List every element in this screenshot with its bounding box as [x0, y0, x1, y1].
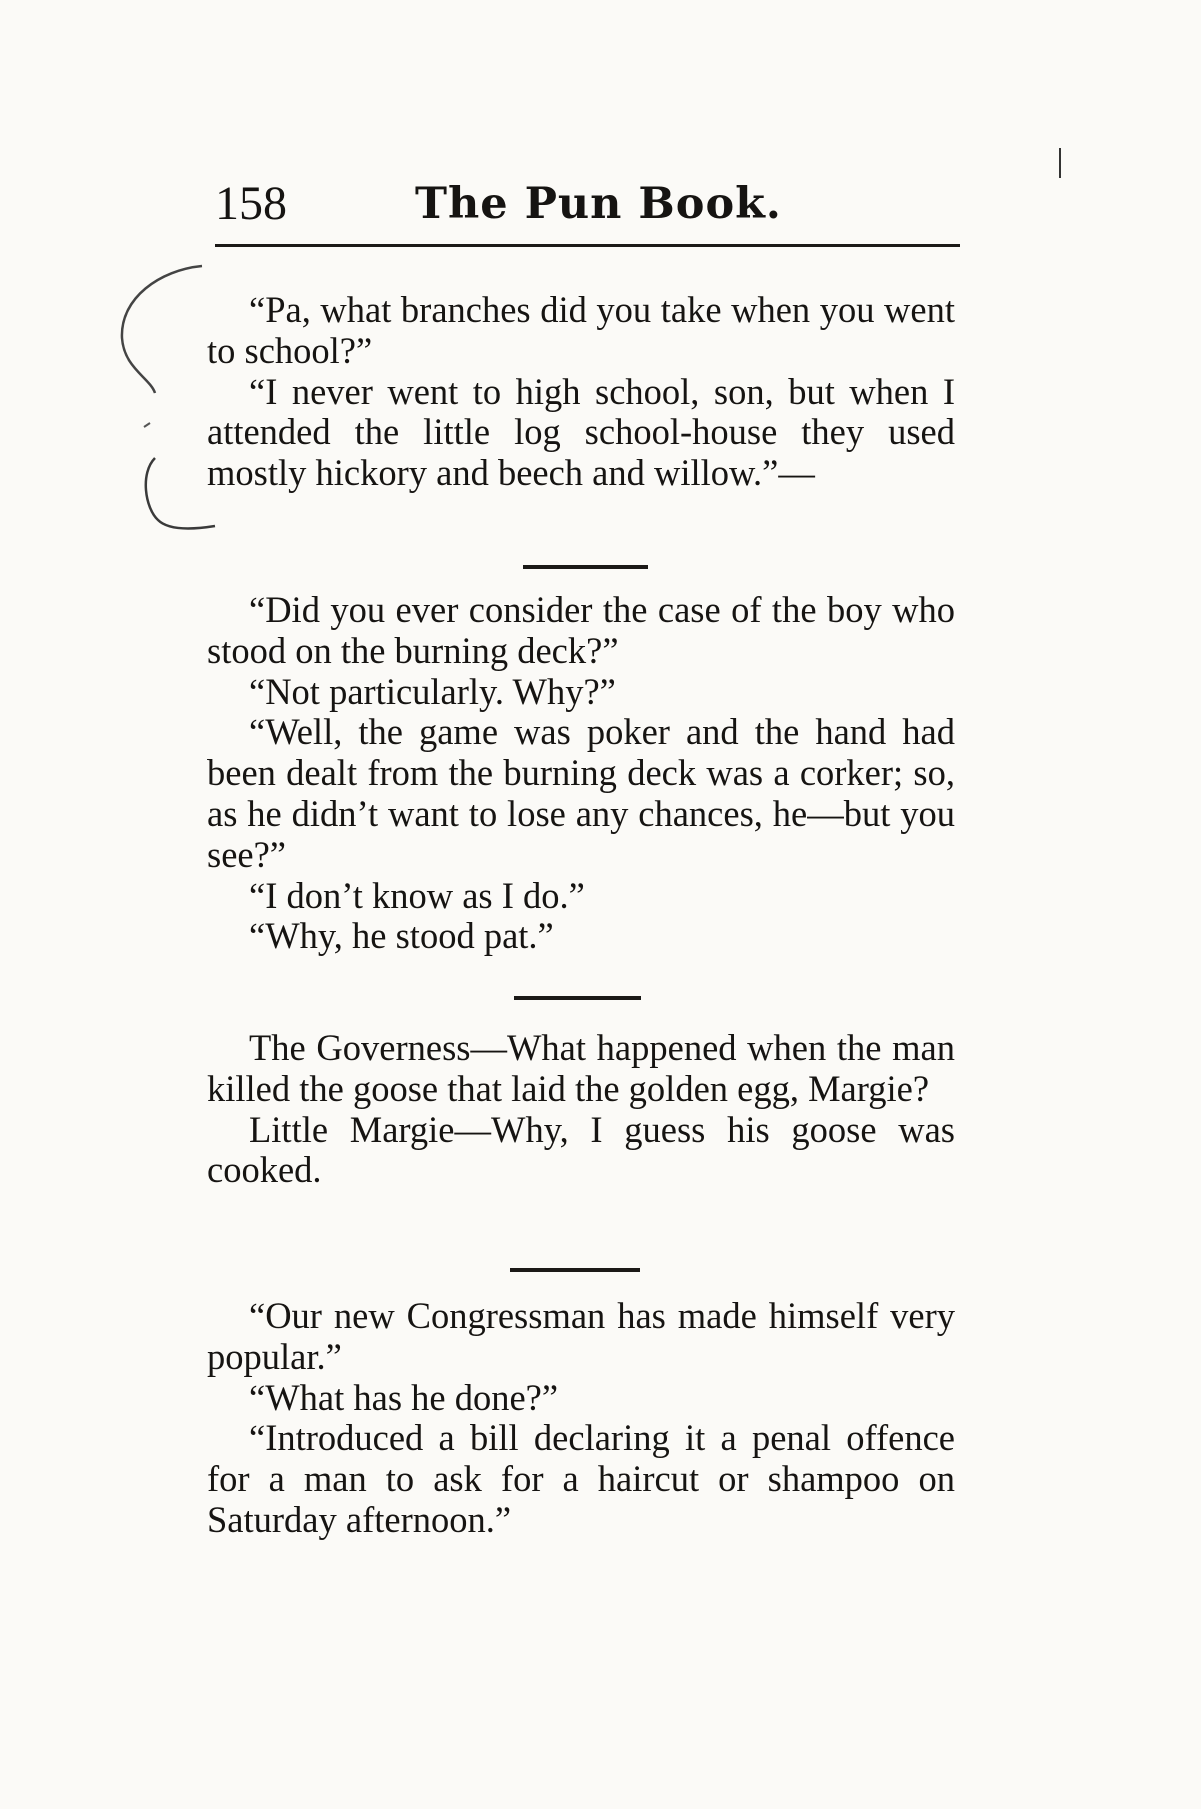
separator-rule	[510, 1268, 640, 1272]
header-rule	[215, 244, 960, 247]
joke-paragraph: “What has he done?”	[249, 1376, 559, 1418]
joke-1	[207, 290, 955, 494]
joke-paragraph: “Pa, what branches did you take when you went to school?”	[207, 289, 955, 371]
joke-paragraph: Little Margie—Why, I guess his goose was cooked.	[207, 1108, 955, 1191]
joke-paragraph: “Did you ever consider the case of the boy who stood on the burning deck?”	[207, 589, 955, 671]
joke-paragraph: “I don’t know as I do.”	[249, 874, 585, 916]
separator-rule	[514, 996, 641, 1000]
joke-4	[207, 1296, 955, 1541]
joke-paragraph: “Not particularly. Why?”	[249, 670, 616, 712]
joke-paragraph: “Our new Congressman has made himself very popular.”	[207, 1295, 955, 1377]
running-title: The Pun Book.	[415, 179, 782, 229]
margin-mark	[1059, 148, 1061, 178]
joke-paragraph: The Governess—What happened when the man killed the goose that laid the golden egg, Margie?	[207, 1027, 955, 1109]
page-number: 158	[215, 177, 287, 230]
joke-3	[207, 1028, 955, 1191]
joke-paragraph: “I never went to high school, son, but when I attended the little log school-house they used mostly hickory and beech and willow.”—	[207, 370, 955, 494]
joke-2	[207, 590, 955, 957]
joke-paragraph: “Well, the game was poker and the hand had been dealt from the burning deck was a corker; so, as he didn’t want to lose any chances, he—but you see?”	[207, 711, 955, 875]
handwritten-bracket-mark	[110, 258, 220, 558]
separator-rule	[523, 565, 648, 569]
joke-paragraph: “Introduced a bill declaring it a penal offence for a man to ask for a haircut or shampoo on Saturday afternoon.”	[207, 1417, 955, 1540]
page-header	[215, 177, 960, 240]
joke-paragraph: “Why, he stood pat.”	[249, 915, 554, 957]
